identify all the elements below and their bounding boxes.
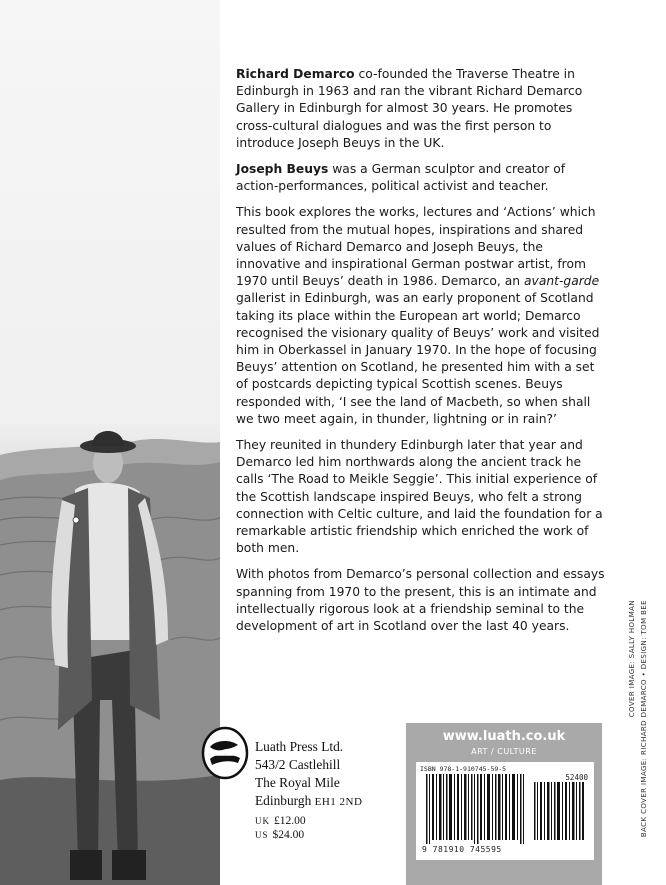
address-line-city (255, 792, 362, 811)
cover-photo (0, 0, 220, 885)
address-line-royal-mile: The Royal Mile (255, 775, 340, 790)
para-book-summary (236, 204, 606, 428)
luath-logo (200, 725, 250, 780)
price-us (255, 828, 306, 842)
credit-back-cover-design: BACK COVER IMAGE: RICHARD DEMARCO • DESIGN: TOM BEE (640, 600, 648, 838)
para-demarco-text: co-founded the Traverse Theatre in Edinburgh in 1963 and ran the vibrant Richard Demarco Gallery in Edinburgh for almost 30 years. He promotes cross-cultural dialogues and was the first person to introduce Joseph Beuys in the UK. (236, 67, 583, 150)
publisher-name: Luath Press Ltd. (255, 739, 344, 754)
para-demarco (236, 66, 606, 152)
publisher-address (255, 738, 362, 811)
para-reunion: They reunited in thundery Edinburgh later that year and Demarco led him northwards along the ancient track he calls ‘The Road to Meikle Seggie’. This initial experience of the Scottish landscape inspired Beuys, who felt a strong connection with Celtic culture, and laid the foundation for a remarkable artistic friendship which enriched the work of both men. (236, 438, 603, 556)
name-demarco: Richard Demarco (236, 67, 355, 81)
cover-credits (628, 600, 658, 870)
para-summary-italic: avant-garde (524, 274, 600, 289)
para-beuys-text: was a German sculptor and creator of action-performances, political activist and teacher. (236, 162, 566, 194)
para-summary-b: gallerist in Edinburgh, was an early proponent of Scotland taking its place within the European art world; Demarco recognised the visionary quality of Beuys’ work and visited him in Oberkassel in January 1970. In the hope of focusing Beuys’ attention on Scotland, he presented him with a set of postcards depicting typical Scottish scenes. Beuys responded with, ‘I see the land of Macbeth, so when shall we two meet again, in thunder, lightning or in rain?’ (236, 291, 600, 426)
dog-emblem-icon (200, 725, 250, 780)
isbn-digits: 9 781910 745595 (422, 845, 502, 854)
price-uk (255, 814, 306, 828)
name-beuys: Joseph Beuys (236, 162, 329, 177)
publisher-website: www.luath.co.uk (442, 729, 566, 744)
photo-illustration (0, 0, 220, 885)
isbn-barcode (416, 762, 594, 860)
price-uk-code: UK (255, 816, 270, 826)
price-uk-value: £12.00 (274, 815, 306, 827)
credit-cover-image: COVER IMAGE: SALLY HOLMAN (628, 600, 636, 718)
price-us-code: US (255, 830, 269, 840)
para-collection: With photos from Demarco’s personal collection and essays spanning from 1970 to the present, this is an intimate and intellectually rigorous look at a friendship seminal to the development of art in Scotland over the last 40 years. (236, 567, 605, 634)
para-summary-a: This book explores the works, lectures and ‘Actions’ which resulted from the mutual hopes, inspirations and shared values of Richard Demarco and Joseph Beuys, the innovative and inspirational German postwar artist, from 1970 until Beuys’ death in 1986. Demarco, an (236, 205, 596, 289)
price-us-value: $24.00 (272, 829, 305, 841)
address-postcode: EH1 2ND (314, 796, 363, 808)
subject-category: ART / CULTURE (471, 747, 537, 756)
back-cover-text (236, 66, 606, 644)
isbn-text: ISBN 978-1-910745-59-5 (420, 765, 507, 773)
address-line-castlehill: 543/2 Castlehill (255, 757, 341, 772)
price-addon-code: 52400 (565, 773, 588, 782)
para-beuys (236, 161, 606, 195)
prices (255, 814, 306, 842)
address-city: Edinburgh (255, 793, 315, 808)
